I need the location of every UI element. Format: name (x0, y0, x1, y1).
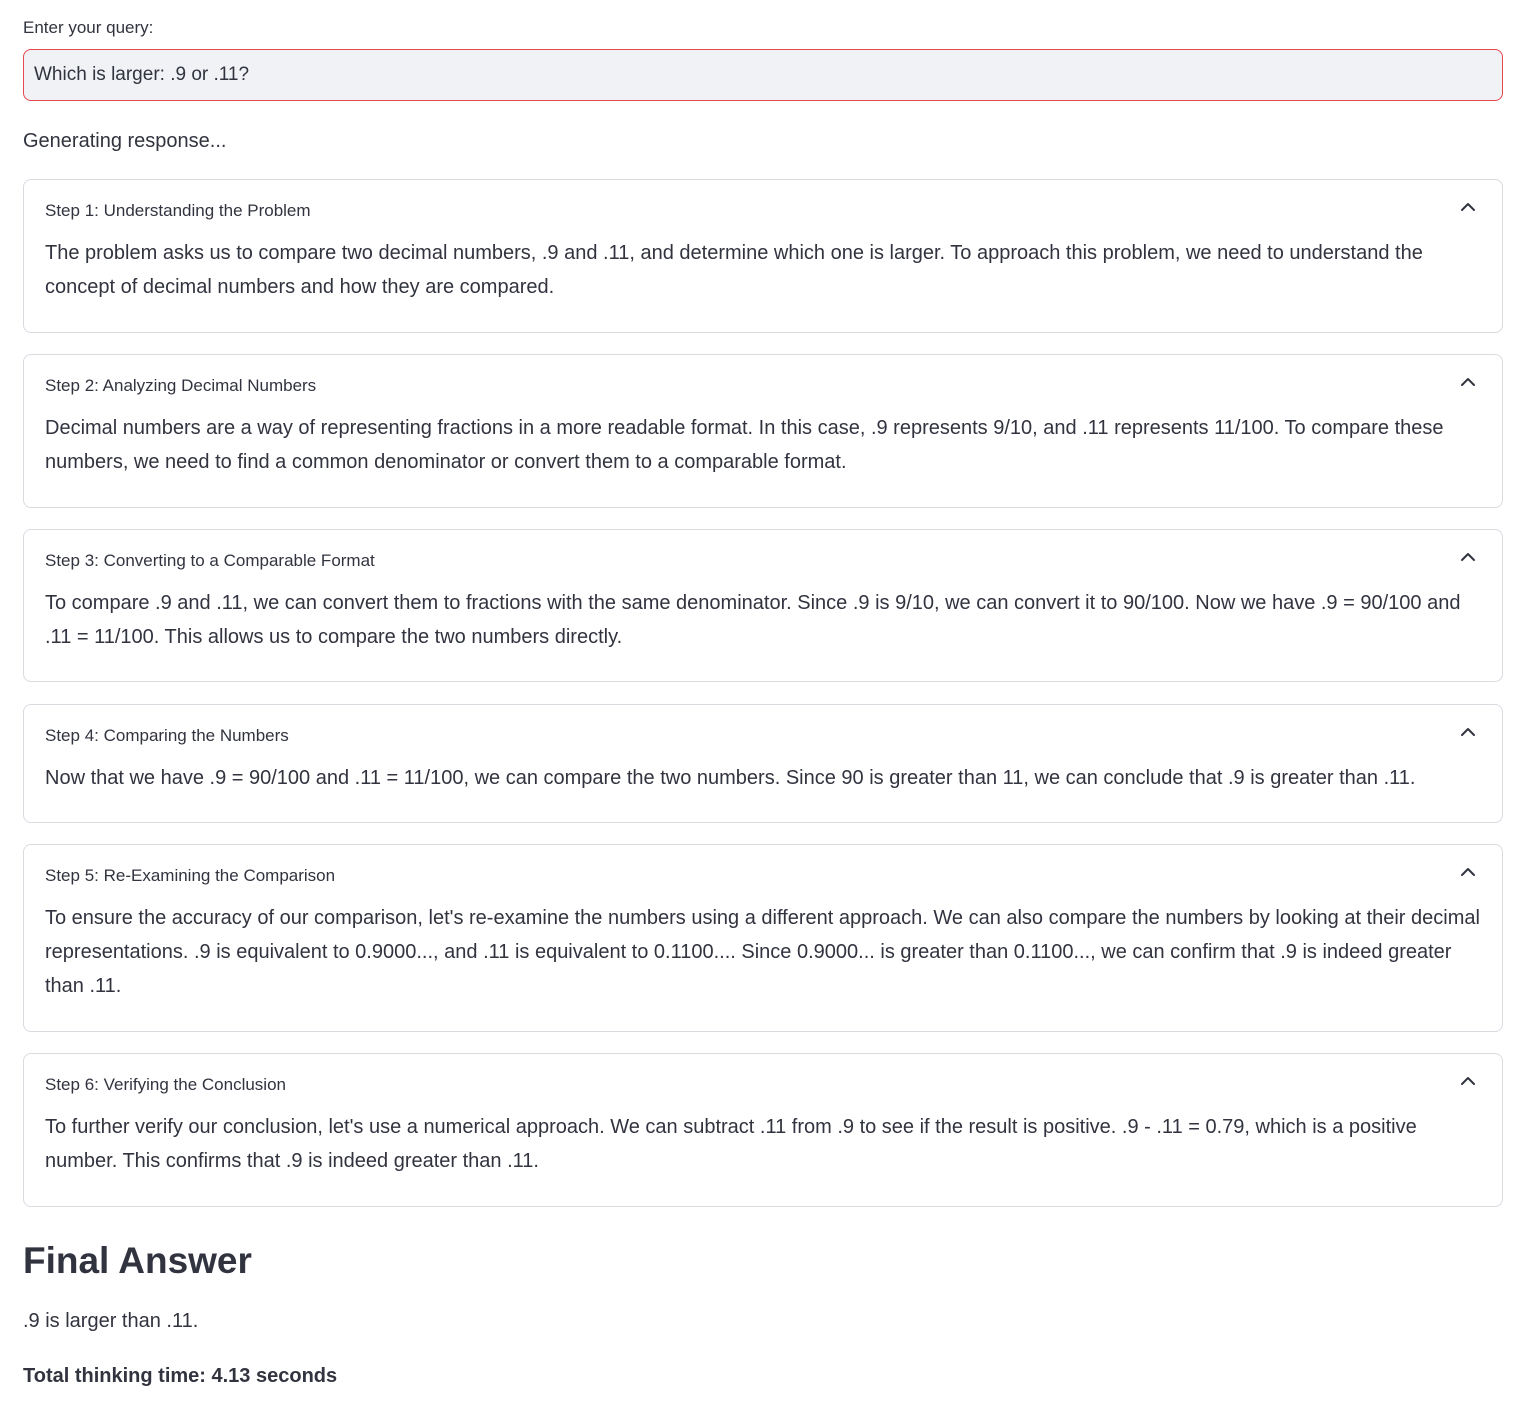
step-content-1: The problem asks us to compare two decimal numbers, .9 and .11, and determine which one is larger. To approach this problem, we need to understand the concept of decimal numbers and how they are compared. (45, 242, 1423, 298)
step-expander-1 (23, 179, 1503, 333)
step-expander-header-5[interactable] (24, 845, 1502, 901)
step-content-3: To compare .9 and .11, we can convert them to fractions with the same denominator. Since .9 is 9/10, we can convert it to 90/100. Now we have .9 = 90/100 and .11 = 11/100. This allows us to compare the two numbers directly. (45, 592, 1461, 648)
step-title-4: Step 4: Comparing the Numbers (45, 726, 289, 745)
chevron-up-icon (1460, 552, 1476, 562)
step-content-2: Decimal numbers are a way of representing fractions in a more readable format. In this case, .9 represents 9/10, and .11 represents 11/100. To compare these numbers, we need to find a common denominator or convert them to a comparable format. (45, 417, 1444, 473)
status-text: Generating response... (23, 130, 227, 152)
step-title-3: Step 3: Converting to a Comparable Format (45, 551, 375, 570)
step-content-6: To further verify our conclusion, let's use a numerical approach. We can subtract .11 from .9 to see if the result is positive. .9 - .11 = 0.79, which is a positive number. This confirms that .9 is indeed greater than .11. (45, 1116, 1417, 1172)
step-expander-3 (23, 529, 1503, 682)
step-title-2: Step 2: Analyzing Decimal Numbers (45, 376, 317, 395)
chevron-up-icon (1460, 1076, 1476, 1086)
step-title-1: Step 1: Understanding the Problem (45, 201, 311, 220)
chevron-up-icon (1460, 867, 1476, 877)
step-content-5: To ensure the accuracy of our comparison, let's re-examine the numbers using a different approach. We can also compare the numbers by looking at their decimal representations. .9 is equivalent to 0.9000..., and .11 is equivalent to 0.1100.... Since 0.9000... is greater than 0.1100..., we can confirm that .9 is indeed greater than .11. (45, 907, 1480, 997)
total-thinking-time: Total thinking time: 4.13 seconds (23, 1365, 338, 1387)
step-expander-6 (23, 1053, 1503, 1207)
chevron-up-icon (1460, 202, 1476, 212)
step-expander-4 (23, 704, 1503, 823)
step-expander-header-1[interactable] (24, 180, 1502, 236)
step-title-6: Step 6: Verifying the Conclusion (45, 1075, 286, 1094)
step-title-5: Step 5: Re-Examining the Comparison (45, 866, 336, 885)
step-expander-header-6[interactable] (24, 1054, 1502, 1110)
step-expander-header-3[interactable] (24, 530, 1502, 586)
step-expander-2 (23, 354, 1503, 508)
step-content-4: Now that we have .9 = 90/100 and .11 = 11/100, we can compare the two numbers. Since 90 is greater than 11, we can conclude that .9 is greater than .11. (45, 767, 1416, 789)
step-expander-5 (23, 844, 1503, 1032)
query-label: Enter your query: (23, 18, 154, 37)
query-input[interactable] (23, 49, 1503, 101)
step-expander-header-4[interactable] (24, 705, 1502, 761)
chevron-up-icon (1460, 377, 1476, 387)
chevron-up-icon (1460, 727, 1476, 737)
final-answer-text: .9 is larger than .11. (23, 1310, 199, 1332)
step-expander-header-2[interactable] (24, 355, 1502, 411)
final-answer-heading: Final Answer (23, 1240, 252, 1281)
